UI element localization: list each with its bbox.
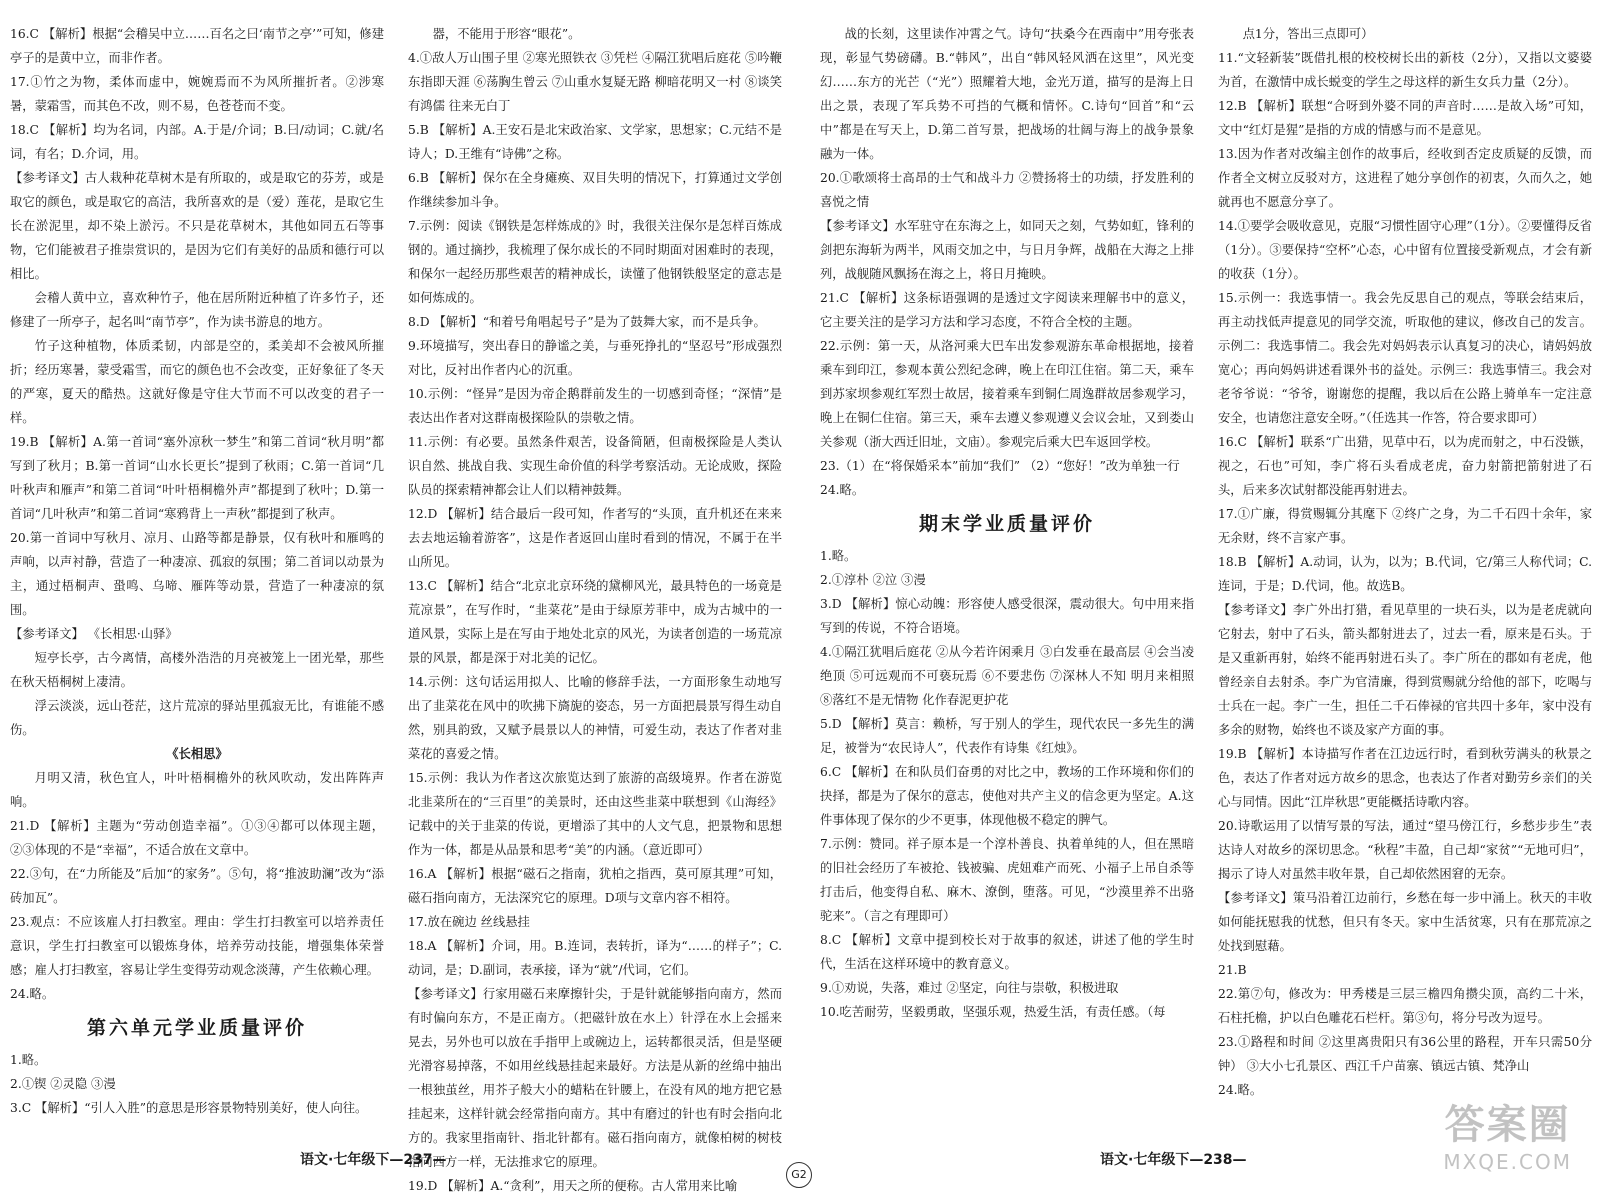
answer-paragraph: 17.放在碗边 丝线悬挂: [408, 915, 530, 929]
answer-paragraph: 竹子这种植物，体质柔韧，内部是空的，柔美却不会被风所摧折；经历寒暑，蒙受霜雪，而它的颜色也不会改变，正好象征了冬天的严寒，夏天的酷热。这就好像是守住大节而不可以改变的君子一样。: [10, 339, 384, 425]
answer-paragraph: 16.C 【解析】联系“广出猎，见草中石，以为虎而射之，中石没镞，视之，石也”可知，李广将石头看成老虎，奋力射箭把箭射进了石头，后来多次试射都没能再射进去。: [1218, 435, 1592, 497]
answer-paragraph: 2.①淳朴 ②泣 ③漫: [820, 573, 926, 587]
left-page-footer: 语文·七年级下—237—: [300, 1152, 447, 1168]
answer-paragraph: 10.示例：“怪异”是因为帝企鹅群前发生的一切感到奇怪；“深情”是表达出作者对这群南极探险队的崇敬之情。: [408, 387, 782, 425]
watermark-logo: [1443, 1093, 1572, 1174]
watermark-sub: MXQE.COM: [1443, 1150, 1572, 1174]
answer-paragraph: 11.“文轻新装”既借扎根的校校树长出的新枝（2分），又指以文婆婆为首，在激情中成长蜕变的学生之母这样的新生女兵力量（2分）。: [1218, 51, 1592, 89]
answer-paragraph: 3.C 【解析】“引人入胜”的意思是形容景物特别美好，使人向往。: [10, 1101, 368, 1115]
right-column-1: [820, 22, 1194, 1132]
answer-paragraph: 《长相思》: [166, 746, 228, 761]
answer-paragraph: 23.观点：不应该雇人打扫教室。理由：学生打扫教室可以培养责任意识，学生打扫教室可以锻炼身体，培养劳动技能，增强集体荣誉感；雇人打扫教室，容易让学生变得劳动观念淡薄，产生依赖心理。: [10, 915, 384, 977]
answer-paragraph: 24.略。: [1218, 1083, 1263, 1097]
answer-paragraph: 22.③句，在“力所能及”后加“的家务”。⑤句，将“推波助澜”改为“添砖加瓦”。: [10, 867, 384, 905]
answer-paragraph: 短亭长亭，古今离情，高楼外浩浩的月亮被笼上一团光晕，那些在秋天梧桐树上凄清。: [10, 651, 384, 689]
answer-paragraph: 6.C 【解析】在和队员们奋勇的对比之中，教场的工作环境和你们的抉择，都是为了保尔的意志，使他对共产主义的信念更为坚定。A.这件事体现了保尔的少不更事，体现他极不稳定的脾气。: [820, 765, 1194, 827]
answer-paragraph: 21.C 【解析】这条标语强调的是透过文字阅读来理解书中的意义，它主要关注的是学习方法和学习态度，不符合全校的主题。: [820, 291, 1194, 329]
answer-paragraph: 23.（1）在“将保婚采本”前加“我们” （2）“您好！”改为单独一行: [820, 459, 1180, 473]
answer-paragraph: 月明又清，秋色宜人，叶叶梧桐檐外的秋风吹动，发出阵阵声响。: [10, 771, 384, 809]
answer-paragraph: 会稽人黄中立，喜欢种竹子，他在居所附近种植了许多竹子，还修建了一所亭子，起名叫“南节亭”，作为读书游息的地方。: [10, 291, 384, 329]
answer-paragraph: 1.略。: [820, 549, 857, 563]
answer-paragraph: 9.①劝说，失落，难过 ②坚定，向往与崇敬，积极进取: [820, 981, 1119, 995]
answer-paragraph: 13.因为作者对改编主创作的故事后，经收到否定皮质疑的反馈，而作者全文树立反驳对方，这进程了她分享创作的初衷，久而久之，她就再也不愿意分享了。: [1218, 147, 1592, 209]
answer-paragraph: 20.诗歌运用了以情写景的写法，通过“望马傍江行，乡愁步步生”表达诗人对故乡的深切思念。“秋程”丰盈，自己却“家贫”“无地可归”，揭示了诗人对虽然丰收年景，自己却依然困窘的无奈。: [1218, 819, 1592, 881]
answer-paragraph: 17.①竹之为物，柔体而虚中，婉婉焉而不为风所摧折者。②涉寒暑，蒙霜雪，而其色不改，则不易，色苍苍而不变。: [10, 75, 384, 113]
answer-paragraph: 19.D 【解析】A.“贪利”，用天之所的便称。古人常用来比喻: [408, 1179, 738, 1193]
answer-paragraph: 22.第⑦句，修改为：甲秀楼是三层三檐四角攒尖顶，高约二十米，石柱托檐，护以白色雕花石栏杆。第③句，将分号改为逗号。: [1218, 987, 1592, 1025]
answer-paragraph: 24.略。: [10, 987, 55, 1001]
answer-paragraph: 19.B 【解析】本诗描写作者在江边远行时，看到秋劳满头的秋景之色，表达了作者对远方故乡的思念，也表达了作者对勤劳乡亲们的关心与同情。因此“江岸秋思”更能概括诗歌内容。: [1218, 747, 1592, 809]
answer-paragraph: 11.示例：有必要。虽然条件艰苦，设备简陋，但南极探险是人类认识自然、挑战自我、实现生命价值的科学考察活动。无论成败，探险队员的探索精神都会让人们以精神鼓舞。: [408, 435, 782, 497]
answer-paragraph: 16.A 【解析】根据“磁石之指南，犹柏之指西，莫可原其理”可知，磁石指向南方，无法深究它的原理。D项与文章内容不相符。: [408, 867, 782, 905]
answer-paragraph: 5.B 【解析】A.王安石是北宋政治家、文学家，思想家；C.元结不是诗人；D.王维有“诗佛”之称。: [408, 123, 782, 161]
answer-paragraph: 12.D 【解析】结合最后一段可知，作者写的“头顶，直升机还在来来去去地运输着游客”，这是作者返回山崖时看到的情况，不属于在半山所见。: [408, 507, 782, 569]
answer-paragraph: 14.①要学会吸收意见，克服“习惯性固守心理”（1分）。②要懂得反省（1分）。③要保持“空杯”心态，心中留有位置接受新观点，才会有新的收获（1分）。: [1218, 219, 1592, 281]
answer-paragraph: 18.B 【解析】A.动词，认为，以为；B.代词，它/第三人称代词；C.连词，于是；D.代词，他。故选B。: [1218, 555, 1592, 593]
answer-paragraph: 23.①路程和时间 ②这里离贵阳只有36公里的路程，开车只需50分钟） ③大小七孔景区、西江千户苗寨、镇远古镇、梵净山: [1218, 1035, 1592, 1073]
answer-paragraph: 20.①歌颂将士高昂的士气和战斗力 ②赞扬将士的功绩，抒发胜利的喜悦之情: [820, 171, 1194, 209]
answer-paragraph: 18.A 【解析】介词，用。B.连词，表转折，译为“……的样子”；C.动词，是；D.副词，表承接，译为“就”/代词，它们。: [408, 939, 782, 977]
answer-paragraph: 点1分，答出三点即可）: [1242, 27, 1374, 41]
section-title: 第六单元学业质量评价: [86, 1017, 307, 1039]
right-column-2: [1218, 22, 1592, 1132]
page-mark: G2: [786, 1162, 812, 1188]
answer-paragraph: 14.示例：这句话运用拟人、比喻的修辞手法，一方面形象生动地写出了韭菜花在风中的吹拂下旖旎的姿态，另一方面把晨景写得生动自然，别具韵致，又赋予晨景以人的神情，可爱生动，表达了作者对韭菜花的喜爱之情。: [408, 675, 782, 761]
answer-paragraph: 10.吃苦耐劳，坚毅勇敢，坚强乐观，热爱生活，有责任感。（每: [820, 1005, 1166, 1019]
answer-paragraph: 【参考译文】行家用磁石来摩擦针尖，于是针就能够指向南方，然而有时偏向东方，不是正南方。（把磁针放在水上）针浮在水上会摇来晃去，另外也可以放在手指甲上或碗边上，运转都很灵活，但是坚硬光滑容易掉落，不如用丝线悬挂起来最好。方法是从新的丝绵中抽出一根独茧丝，用芥子般大小的蜡粘在针腰上，在没有风的地方把它悬挂起来，这样针就会经常指向南方。其中有磨过的针也有时会指向北方的。我家里指南针、指北针都有。磁石指向南方，就像柏树的树枝指向西方一样，无法推求它的原理。: [408, 987, 782, 1169]
answer-paragraph: 21.B: [1218, 963, 1247, 977]
answer-paragraph: 19.B 【解析】A.第一首词“塞外凉秋一梦生”和第二首词“秋月明”都写到了秋月；B.第一首词“山水长更长”提到了秋雨；C.第一首词“几叶秋声和雁声”和第二首词“叶叶梧桐檐外声”都提到了秋叶；D.第一首词“几叶秋声”和第二首词“寒鸦背上一声秋”都提到了秋声。: [10, 435, 384, 521]
answer-paragraph: 15.示例一：我选事情一。我会先反思自己的观点，等联会结束后，再主动找低声提意见的同学交流，听取他的建议，修改自己的发言。示例二：我选事情二。我会先对妈妈表示认真复习的决心，请妈妈放宽心；再向妈妈讲述看课外书的益处。示例三：我选事情三。我会对老爷爷说：“爷爷，谢谢您的提醒，我以后在公路上骑单车一定注意安全，也请您注意安全呀。”（任选其一作答，符合要求即可）: [1218, 291, 1592, 425]
answer-paragraph: 器，不能用于形容“眼花”。: [432, 27, 581, 41]
answer-paragraph: 22.示例：第一天，从洛河乘大巴车出发参观游东革命根据地，接着乘车到印江，参观本黄公烈纪念碑，晚上在印江住宿。第二天，乘车到苏家坝参观红军烈士故居，接着乘车到铜仁周逸群故居参观学习，晚上在铜仁住宿。第三天，乘车去遵义参观遵义会议会址，又到娄山关参观（浙大西迁旧址，文庙）。参观完后乘大巴车返回学校。: [820, 339, 1194, 449]
answer-paragraph: 【参考译文】 《长相思·山驿》: [10, 627, 178, 641]
answer-paragraph: 7.示例：阅读《钢铁是怎样炼成的》时，我很关注保尔是怎样百炼成钢的。通过摘抄，我梳理了保尔成长的不同时期面对困难时的表现，和保尔一起经历那些艰苦的精神成长，读懂了他钢铁般坚定的意志是如何炼成的。: [408, 219, 782, 305]
answer-paragraph: 9.环境描写，突出春日的静谧之美，与垂死挣扎的“坚忍号”形成强烈对比，反衬出作者内心的沉重。: [408, 339, 782, 377]
answer-paragraph: 8.C 【解析】文章中提到校长对于故事的叙述，讲述了他的学生时代，生活在这样环境中的教育意义。: [820, 933, 1194, 971]
answer-paragraph: 【参考译文】古人栽种花草树木是有所取的，或是取它的芬芳，或是取它的颜色，或是取它的高洁，我所喜欢的是（爱）莲花，是取它生长在淤泥里，却不染上淤污。不只是花草树木，其他如同五石等事物，它们能被君子推崇赏识的，是因为它们有美好的品质和德行可以相比。: [10, 171, 384, 281]
left-page: [0, 0, 790, 1193]
section-title: 期末学业质量评价: [918, 513, 1095, 535]
answer-paragraph: 21.D 【解析】主题为“劳动创造幸福”。①③④都可以体现主题，②③体现的不是“幸福”，不适合放在文章中。: [10, 819, 384, 857]
answer-paragraph: 12.B 【解析】联想“合呀到外婆不同的声音时……是故入场”可知，文中“红灯是猩”是指的方成的情感与而不是意见。: [1218, 99, 1592, 137]
answer-paragraph: 16.C 【解析】根据“会稽吴中立……百名之曰‘南节之亭’”可知，修建亭子的是黄中立，而非作者。: [10, 27, 384, 65]
answer-paragraph: 13.C 【解析】结合“北京北京环绕的黛柳风光，最具特色的一场竟是荒凉景”，在写作时，“韭菜花”是由于绿原芳菲中，成为古城中的一道风景，实际上是在写由于地处北京的风光，为读者创造的一场荒凉景的风景，都是深于对北美的记忆。: [408, 579, 782, 665]
answer-paragraph: 【参考译文】水军驻守在东海之上，如同天之刻，气势如虹，锋利的剑把东海斩为两半，风雨交加之中，与日月争辉，战船在大海之上排列，战舰随风飘扬在海之上，将日月掩映。: [820, 219, 1194, 281]
right-page: [810, 0, 1600, 1183]
answer-paragraph: 战的长刻，这里读作冲霄之气。诗句“扶桑今在西南中”用夸张表现，彰显气势磅礴。B.“韩风”，出自“韩风轻风洒在这里”，风光变幻……东方的光芒（“光”）照耀着大地，金光万道，描写的是海上日出之景，表现了军兵势不可挡的气概和情怀。C.诗句“回首”和“云中”都是在写天上，D.第二首写景，把战场的壮阔与海上的战争景象融为一体。: [820, 27, 1194, 161]
answer-paragraph: 7.示例：赞同。祥子原本是一个淳朴善良、执着单纯的人，但在黑暗的旧社会经历了车被抢、钱被骗、虎妞难产而死、小福子上吊自杀等打击后，他变得自私、麻木、潦倒，堕落。可见，“沙漠里养不出骆驼来”。（言之有理即可）: [820, 837, 1194, 923]
answer-paragraph: 3.D 【解析】惊心动魄：形容使人感受很深，震动很大。句中用来指写到的传说，不符合语境。: [820, 597, 1194, 635]
watermark-main: 答案圈: [1444, 1102, 1571, 1148]
left-column-1: [10, 22, 384, 1132]
answer-paragraph: 6.B 【解析】保尔在全身瘫痪、双目失明的情况下，打算通过文学创作继续参加斗争。: [408, 171, 782, 209]
answer-paragraph: 20.第一首词中写秋月、凉月、山路等都是静景，仅有秋叶和雁鸣的声响，以声衬静，营造了一种凄凉、孤寂的氛围；第二首词以动景为主，通过梧桐声、蛩鸣、乌啼、雁阵等动景，营造了一种凄凉的氛围。: [10, 531, 384, 617]
answer-paragraph: 4.①敌人万山围子里 ②寒光照铁衣 ③凭栏 ④隔江犹唱后庭花 ⑤吟鞭东指即天涯 ⑥荡胸生曾云 ⑦山重水复疑无路 柳暗花明又一村 ⑧谈笑有鸿儒 往来无白丁: [408, 51, 782, 113]
answer-paragraph: 4.①隔江犹唱后庭花 ②从今若许闲乘月 ③白发垂在最高层 ④会当凌绝顶 ⑤可远观而不可亵玩焉 ⑥不要悲伤 ⑦深林人不知 明月来相照 ⑧落红不是无情物 化作春泥更护花: [820, 645, 1194, 707]
answer-paragraph: 浮云淡淡，远山苍茫，这片荒凉的驿站里孤寂无比，有谁能不感伤。: [10, 699, 384, 737]
answer-paragraph: 24.略。: [820, 483, 865, 497]
answer-paragraph: 【参考译文】李广外出打猎，看见草里的一块石头，以为是老虎就向它射去，射中了石头，箭头都射进去了，过去一看，原来是石头。于是又重新再射，始终不能再射进石头了。李广所在的郡如有老虎，他曾经亲自去射杀。李广为官清廉，得到赏赐就分给他的部下，吃喝与士兵在一起。李广一生，担任二千石俸禄的官共四十多年，家中没有多余的财物，始终也不谈及家产方面的事。: [1218, 603, 1592, 737]
answer-paragraph: 15.示例：我认为作者这次旅览达到了旅游的高级境界。作者在游览北韭菜所在的“三百里”的美景时，还由这些韭菜中联想到《山海经》记载中的关于韭菜的传说，更增添了其中的人文气息，把景物和思想作为一体，都是从品景和思考“美”的内涵。（意近即可）: [408, 771, 782, 857]
answer-paragraph: 1.略。: [10, 1053, 47, 1067]
answer-paragraph: 17.①广廉，得赏赐辄分其麾下 ②终广之身，为二千石四十余年，家无余财，终不言家产事。: [1218, 507, 1592, 545]
left-column-2: [408, 22, 782, 1193]
answer-paragraph: 5.D 【解析】莫言：赖桥，写于别人的学生，现代农民一多先生的满足，被誉为“农民诗人”，代表作有诗集《红烛》。: [820, 717, 1194, 755]
answer-paragraph: 【参考译文】策马沿着江边前行，乡愁在每一步中涌上。秋天的丰收如何能抚慰我的忧愁，但只有冬天。家中生活贫寒，只有在那荒凉之处找到慰藉。: [1218, 891, 1592, 953]
answer-paragraph: 2.①锲 ②灵隐 ③漫: [10, 1077, 116, 1091]
right-page-footer: 语文·七年级下—238—: [1100, 1152, 1247, 1168]
answer-paragraph: 8.D 【解析】“和着号角唱起号子”是为了鼓舞大家，而不是兵争。: [408, 315, 766, 329]
answer-paragraph: 18.C 【解析】均为名词，内部。A.于是/介词；B.曰/动词；C.就/名词，有名；D.介词，用。: [10, 123, 384, 161]
